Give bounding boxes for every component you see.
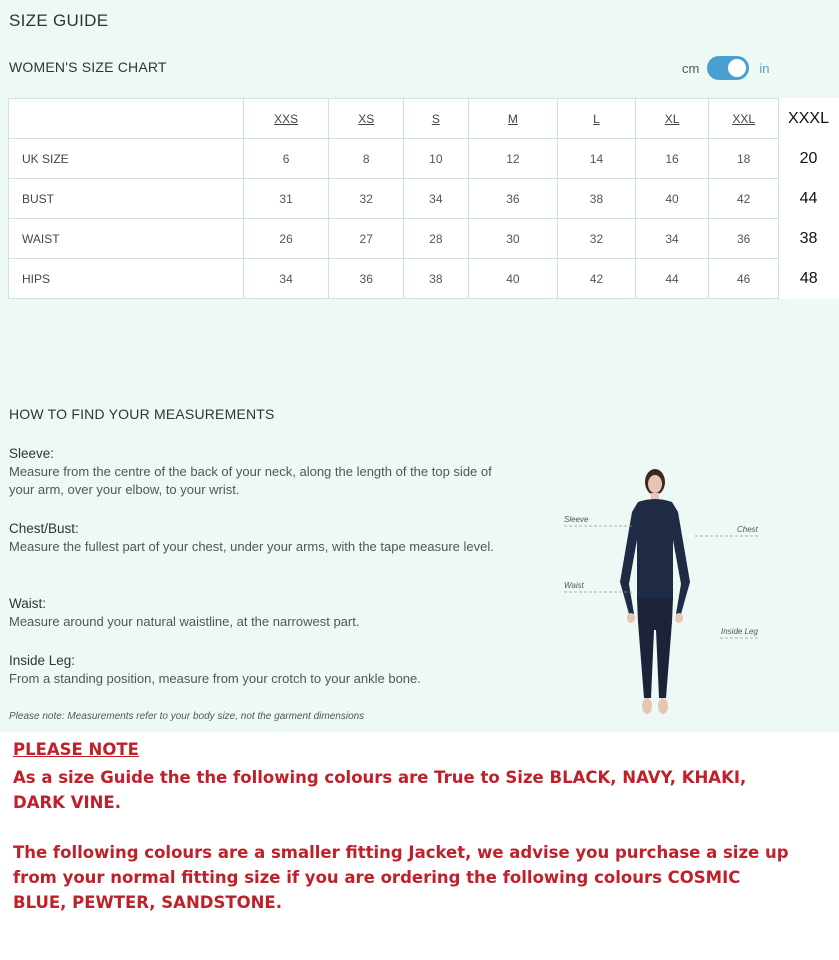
table-cell: 36: [329, 259, 404, 299]
measurement-note: Please note: Measurements refer to your body size, not the garment dimensions: [9, 711, 365, 722]
inside-leg-label: Inside Leg: [721, 627, 758, 636]
unit-toggle[interactable]: [682, 55, 769, 81]
table-cell: 6: [243, 139, 329, 179]
chart-title: WOMEN'S SIZE CHART: [9, 59, 167, 75]
measure-waist: [9, 595, 499, 631]
size-column-header: XXS: [243, 99, 329, 139]
unit-cm-label[interactable]: cm: [682, 60, 700, 76]
row-label: BUST: [9, 179, 244, 219]
table-cell: 46: [709, 259, 779, 299]
size-column-header: S: [404, 99, 469, 139]
unit-in-label[interactable]: in: [759, 60, 770, 76]
waist-label: Waist: [564, 581, 584, 590]
table-row: [9, 139, 839, 179]
table-cell: 42: [709, 179, 779, 219]
table-cell-xxxl: 44: [779, 179, 839, 219]
table-cell: 28: [404, 219, 469, 259]
row-label: WAIST: [9, 219, 244, 259]
table-cell: 31: [243, 179, 329, 219]
table-row: [9, 179, 839, 219]
table-cell: 34: [404, 179, 469, 219]
size-column-header: L: [558, 99, 636, 139]
size-table: [8, 98, 839, 299]
figure-neck: [651, 493, 659, 500]
chest-label: Chest: [737, 525, 758, 534]
figure-face: [648, 475, 662, 493]
unit-switch[interactable]: [707, 56, 749, 80]
table-cell: 38: [558, 179, 636, 219]
measure-inside-leg: [9, 652, 499, 688]
table-cell: 26: [243, 219, 329, 259]
table-cell: 36: [468, 179, 558, 219]
table-cell: 44: [635, 259, 709, 299]
notice-true-to-size: As a size Guide the the following colours are True to Size BLACK, NAVY, KHAKI, DARK VINE.: [13, 768, 747, 812]
measure-sleeve: [9, 445, 499, 499]
measure-text: Measure around your natural waistline, at the narrowest part.: [9, 614, 360, 629]
table-cell: 30: [468, 219, 558, 259]
figure-leggings: [637, 598, 673, 698]
measure-text: Measure the fullest part of your chest, under your arms, with the tape measure level.: [9, 539, 494, 554]
size-column-header: XL: [635, 99, 709, 139]
table-cell: 16: [635, 139, 709, 179]
measure-heading: Waist:: [9, 596, 46, 611]
size-column-header-xxxl: XXXL: [779, 99, 839, 139]
table-cell: 34: [635, 219, 709, 259]
size-column-header: M: [468, 99, 558, 139]
table-cell: 36: [709, 219, 779, 259]
figure-hand-right: [675, 613, 683, 623]
table-cell-xxxl: 38: [779, 219, 839, 259]
notice-heading: PLEASE NOTE: [13, 740, 139, 759]
figure-foot-right: [658, 698, 668, 714]
measure-text: From a standing position, measure from your crotch to your ankle bone.: [9, 671, 421, 686]
table-cell: 8: [329, 139, 404, 179]
figure-foot-left: [642, 698, 652, 714]
measure-text: Measure from the centre of the back of your neck, along the length of the top side of your arm, over your elbow, to your wrist.: [9, 464, 492, 497]
figure-top: [620, 499, 690, 614]
page-title: SIZE GUIDE: [9, 11, 109, 30]
table-cell: 32: [558, 219, 636, 259]
measure-heading: Sleeve:: [9, 446, 55, 461]
measurements-title: HOW TO FIND YOUR MEASUREMENTS: [9, 406, 275, 422]
table-row: [9, 259, 839, 299]
table-cell: 42: [558, 259, 636, 299]
notice-smaller-fitting: The following colours are a smaller fitting Jacket, we advise you purchase a size up from your normal fitting size if you are ordering the following colours COSMIC BLUE, PEWTER, SANDSTONE.: [13, 843, 789, 912]
table-cell: 34: [243, 259, 329, 299]
sleeve-label: Sleeve: [564, 515, 589, 524]
size-column-header: XXL: [709, 99, 779, 139]
table-cell: 38: [404, 259, 469, 299]
table-cell: 27: [329, 219, 404, 259]
measure-chest: [9, 520, 499, 556]
table-cell: 32: [329, 179, 404, 219]
measure-heading: Chest/Bust:: [9, 521, 79, 536]
table-row: [9, 219, 839, 259]
corner-cell: [9, 99, 244, 139]
table-cell-xxxl: 20: [779, 139, 839, 179]
table-cell: 12: [468, 139, 558, 179]
row-label: HIPS: [9, 259, 244, 299]
measurement-figure: [560, 462, 770, 722]
table-cell: 40: [468, 259, 558, 299]
row-label: UK SIZE: [9, 139, 244, 179]
table-cell: 10: [404, 139, 469, 179]
measure-heading: Inside Leg:: [9, 653, 76, 668]
table-cell: 14: [558, 139, 636, 179]
table-cell: 18: [709, 139, 779, 179]
switch-knob: [728, 59, 746, 77]
table-cell: 40: [635, 179, 709, 219]
table-header-row: [9, 99, 839, 139]
figure-hand-left: [627, 613, 635, 623]
table-cell-xxxl: 48: [779, 259, 839, 299]
size-column-header: XS: [329, 99, 404, 139]
